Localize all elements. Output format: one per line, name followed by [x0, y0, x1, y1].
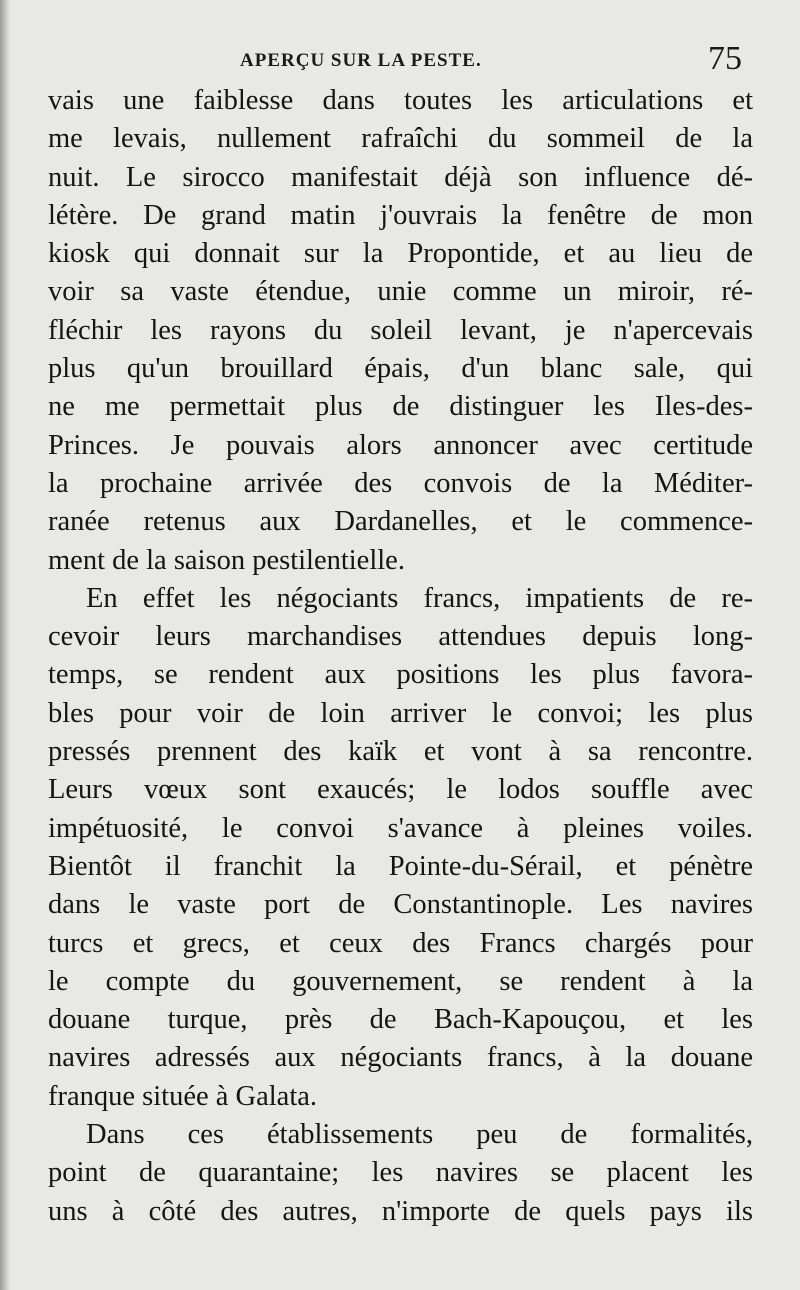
- text-line: temps, se rendent aux positions les plus favora-: [48, 659, 753, 691]
- text-line: la prochaine arrivée des convois de la Méditer-: [48, 467, 753, 499]
- text-line: uns à côté des autres, n'importe de quels pays ils: [48, 1195, 753, 1227]
- paragraph: [48, 82, 753, 580]
- text-line: navires adressés aux négociants francs, à la douane: [48, 1042, 753, 1074]
- text-line: le compte du gouvernement, se rendent à la: [48, 965, 753, 997]
- text-line: Bientôt il franchit la Pointe-du-Sérail, et pénètre: [48, 850, 753, 882]
- paragraph: [48, 1116, 753, 1231]
- page-gutter-shadow: [0, 0, 10, 1290]
- text-line: franque située à Galata.: [48, 1080, 318, 1112]
- body-text: [48, 82, 753, 1231]
- running-title: APERÇU SUR LA PESTE.: [240, 50, 482, 71]
- text-line: voir sa vaste étendue, unie comme un miroir, ré-: [48, 276, 753, 308]
- text-line: plus qu'un brouillard épais, d'un blanc sale, qui: [48, 353, 753, 385]
- text-line: fléchir les rayons du soleil levant, je n'apercevais: [48, 314, 753, 346]
- text-line: kiosk qui donnait sur la Propontide, et au lieu de: [48, 238, 753, 270]
- text-line: ne me permettait plus de distinguer les Iles-des-: [48, 391, 753, 423]
- paragraph: [48, 580, 753, 1116]
- text-line: cevoir leurs marchandises attendues depuis long-: [48, 621, 753, 653]
- text-line: nuit. Le sirocco manifestait déjà son influence dé-: [48, 161, 753, 193]
- text-line: pressés prennent des kaïk et vont à sa rencontre.: [48, 736, 753, 768]
- text-line: ment de la saison pestilentielle.: [48, 544, 405, 576]
- text-line: turcs et grecs, et ceux des Francs chargés pour: [48, 927, 753, 959]
- text-line: me levais, nullement rafraîchi du sommeil de la: [48, 123, 753, 155]
- text-line: Princes. Je pouvais alors annoncer avec certitude: [48, 429, 753, 461]
- text-line: létère. De grand matin j'ouvrais la fenêtre de mon: [48, 199, 753, 231]
- text-line: En effet les négociants francs, impatients de re-: [86, 582, 753, 614]
- text-line: bles pour voir de loin arriver le convoi; les plus: [48, 697, 753, 729]
- page-number: 75: [708, 40, 742, 77]
- text-line: point de quarantaine; les navires se placent les: [48, 1157, 753, 1189]
- text-line: ranée retenus aux Dardanelles, et le commence-: [48, 506, 753, 538]
- text-line: Leurs vœux sont exaucés; le lodos souffle avec: [48, 774, 753, 806]
- text-line: douane turque, près de Bach-Kapouçou, et les: [48, 1004, 753, 1036]
- text-line: dans le vaste port de Constantinople. Les navires: [48, 889, 753, 921]
- page-header: [0, 40, 800, 84]
- text-line: Dans ces établissements peu de formalités,: [86, 1119, 753, 1151]
- text-line: vais une faiblesse dans toutes les articulations et: [48, 85, 753, 116]
- text-line: impétuosité, le convoi s'avance à pleines voiles.: [48, 812, 753, 844]
